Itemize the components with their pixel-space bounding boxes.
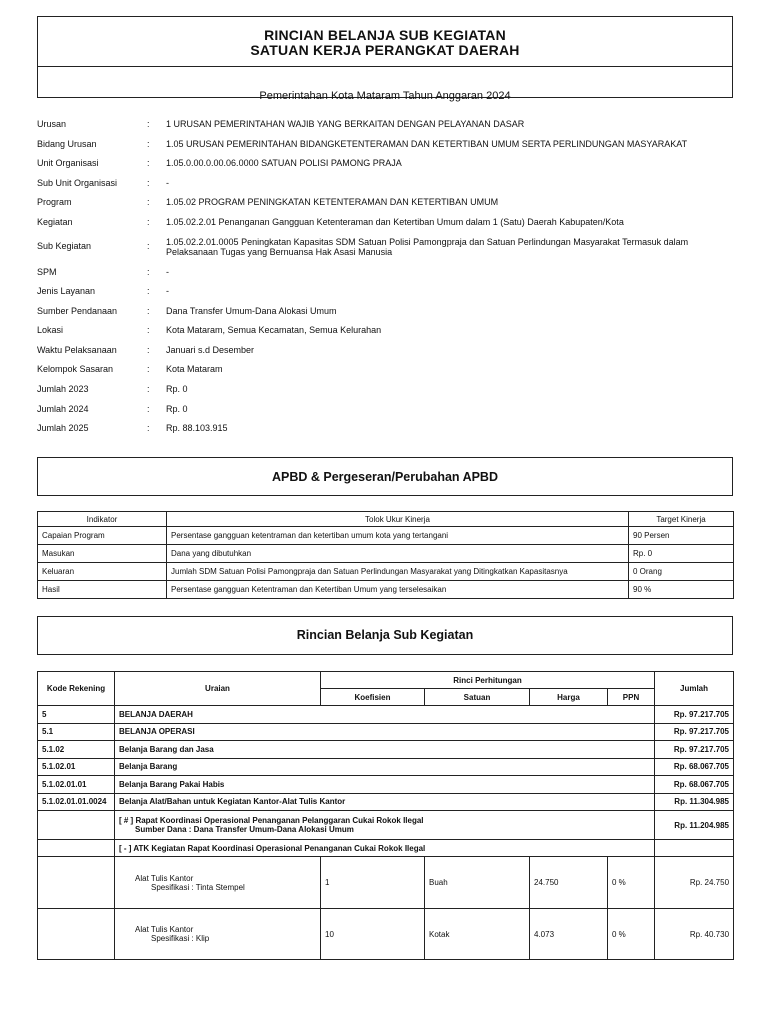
report-government-year: Pemerintahan Kota Mataram Tahun Anggaran 2024 (259, 90, 511, 102)
subgroup-row (38, 840, 734, 857)
header-ppn: PPN (608, 689, 655, 706)
rincian-section-header (37, 616, 733, 655)
header-koefisien: Koefisien (321, 689, 425, 706)
info-label: Program (37, 197, 72, 207)
info-row-unit-organisasi (37, 158, 737, 170)
info-colon: : (147, 241, 150, 251)
account-description: Belanja Barang (115, 758, 655, 776)
indicator-row (38, 581, 734, 599)
group-row (38, 811, 734, 840)
item-row (38, 909, 734, 960)
info-label: Sub Kegiatan (37, 241, 92, 251)
info-value: 1.05.02.2.01 Penanganan Gangguan Ketenteraman dan Ketertiban Umum dalam 1 (Satu) Daerah Kabupaten/Kota (166, 217, 624, 227)
info-colon: : (147, 423, 150, 433)
info-row-sumber-pendanaan (37, 306, 737, 318)
account-code: 5.1 (38, 723, 115, 741)
subgroup-kode (38, 840, 115, 857)
item-jumlah: Rp. 40.730 (655, 909, 734, 960)
info-row-bidang-urusan (37, 139, 737, 151)
header-divider (38, 66, 732, 67)
account-code: 5 (38, 706, 115, 724)
account-description: BELANJA OPERASI (115, 723, 655, 741)
account-description: Belanja Alat/Bahan untuk Kegiatan Kantor-Alat Tulis Kantor (115, 793, 655, 811)
item-koefisien: 1 (321, 857, 425, 909)
info-value: - (166, 267, 169, 277)
account-code: 5.1.02.01.01 (38, 776, 115, 794)
indicator-table-header (38, 512, 734, 527)
account-row (38, 741, 734, 759)
report-header (37, 16, 733, 102)
indicator-target: 90 Persen (629, 527, 734, 545)
account-amount: Rp. 68.067.705 (655, 776, 734, 794)
info-value: Dana Transfer Umum-Dana Alokasi Umum (166, 306, 337, 316)
item-description (115, 857, 321, 909)
header-target: Target Kinerja (629, 512, 734, 527)
account-amount: Rp. 68.067.705 (655, 758, 734, 776)
item-code (38, 909, 115, 960)
indicator-row (38, 527, 734, 545)
info-value: 1 URUSAN PEMERINTAHAN WAJIB YANG BERKAITAN DENGAN PELAYANAN DASAR (166, 119, 525, 129)
info-row-spm (37, 267, 737, 279)
info-value: Kota Mataram, Semua Kecamatan, Semua Kelurahan (166, 325, 382, 335)
info-colon: : (147, 197, 150, 207)
info-colon: : (147, 345, 150, 355)
indicator-row (38, 563, 734, 581)
info-colon: : (147, 306, 150, 316)
info-value: Kota Mataram (166, 364, 223, 374)
indicator-name: Hasil (38, 581, 167, 599)
indicator-row (38, 545, 734, 563)
account-row (38, 758, 734, 776)
info-label: Urusan (37, 119, 67, 129)
report-subtitle-unit: SATUAN KERJA PERANGKAT DAERAH (250, 42, 520, 58)
account-code: 5.1.02.01.01.0024 (38, 793, 115, 811)
info-value: 1.05.0.00.0.00.06.0000 SATUAN POLISI PAMONG PRAJA (166, 158, 402, 168)
account-description: BELANJA DAERAH (115, 706, 655, 724)
subgroup-jumlah (655, 840, 734, 857)
report-title: RINCIAN BELANJA SUB KEGIATAN (264, 27, 506, 43)
account-amount: Rp. 11.304.985 (655, 793, 734, 811)
group-kode (38, 811, 115, 840)
info-value: Rp. 88.103.915 (166, 423, 228, 433)
item-satuan: Kotak (425, 909, 530, 960)
item-harga: 4.073 (530, 909, 608, 960)
item-spec: Spesifikasi : Tinta Stempel (151, 882, 245, 892)
info-row-jumlah-2024 (37, 404, 737, 416)
info-row-jumlah-2025 (37, 423, 737, 435)
header-jumlah: Jumlah (655, 672, 734, 706)
header-harga: Harga (530, 689, 608, 706)
indicator-measure: Jumlah SDM Satuan Polisi Pamongpraja dan Satuan Perlindungan Masyarakat yang Ditingkatkan Kapasitasnya (167, 563, 629, 581)
info-colon: : (147, 158, 150, 168)
account-amount: Rp. 97.217.705 (655, 723, 734, 741)
info-row-program (37, 197, 737, 209)
item-jumlah: Rp. 24.750 (655, 857, 734, 909)
group-line1: [ # ] Rapat Koordinasi Operasional Penanganan Pelanggaran Cukai Rokok Ilegal (119, 816, 424, 825)
account-amount: Rp. 97.217.705 (655, 741, 734, 759)
info-label: Sumber Pendanaan (37, 306, 118, 316)
item-satuan: Buah (425, 857, 530, 909)
group-jumlah: Rp. 11.204.985 (655, 811, 734, 840)
indicator-name: Capaian Program (38, 527, 167, 545)
item-description (115, 909, 321, 960)
indicator-name: Masukan (38, 545, 167, 563)
info-row-kegiatan (37, 217, 737, 229)
header-rinci-perhitungan: Rinci Perhitungan (321, 672, 655, 689)
info-value: 1.05.02.2.01.0005 Peningkatan Kapasitas SDM Satuan Polisi Pamongpraja dan Satuan Perlindungan Masyarakat Termasuk dalam Pelaksanaan Tugas yang Bernuansa Hak Asasi Manusia (166, 237, 689, 257)
header-uraian: Uraian (115, 672, 321, 706)
item-name: Alat Tulis Kantor (135, 873, 194, 883)
info-value: 1.05.02 PROGRAM PENINGKATAN KETENTERAMAN DAN KETERTIBAN UMUM (166, 197, 499, 207)
apbd-section-header (37, 457, 733, 496)
info-colon: : (147, 325, 150, 335)
group-uraian (115, 811, 655, 840)
info-value: - (166, 286, 169, 296)
account-row (38, 793, 734, 811)
info-label: Kelompok Sasaran (37, 364, 114, 374)
info-value: Rp. 0 (166, 384, 188, 394)
info-row-sub-unit-organisasi (37, 178, 737, 190)
indicator-name: Keluaran (38, 563, 167, 581)
info-row-jenis-layanan (37, 286, 737, 298)
header-satuan: Satuan (425, 689, 530, 706)
item-koefisien: 10 (321, 909, 425, 960)
info-value: Januari s.d Desember (166, 345, 255, 355)
info-row-waktu-pelaksanaan (37, 345, 737, 357)
info-colon: : (147, 178, 150, 188)
account-row (38, 706, 734, 724)
item-code (38, 857, 115, 909)
info-colon: : (147, 119, 150, 129)
account-description: Belanja Barang dan Jasa (115, 741, 655, 759)
indicator-target: Rp. 0 (629, 545, 734, 563)
header-indikator: Indikator (38, 512, 167, 527)
info-colon: : (147, 217, 150, 227)
info-colon: : (147, 267, 150, 277)
account-row (38, 776, 734, 794)
indicator-target: 90 % (629, 581, 734, 599)
subgroup-label: [ - ] ATK Kegiatan Rapat Koordinasi Operasional Penanganan Cukai Rokok Ilegal (115, 840, 655, 857)
info-label: Bidang Urusan (37, 139, 97, 149)
indicator-target: 0 Orang (629, 563, 734, 581)
info-label: Jumlah 2023 (37, 384, 89, 394)
header-tolok-ukur: Tolok Ukur Kinerja (167, 512, 629, 527)
rincian-belanja-table (37, 671, 734, 960)
item-ppn: 0 % (608, 909, 655, 960)
account-amount: Rp. 97.217.705 (655, 706, 734, 724)
info-label: SPM (37, 267, 57, 277)
account-description: Belanja Barang Pakai Habis (115, 776, 655, 794)
info-colon: : (147, 404, 150, 414)
header-kode-rekening: Kode Rekening (38, 672, 115, 706)
info-row-jumlah-2023 (37, 384, 737, 396)
account-code: 5.1.02.01 (38, 758, 115, 776)
info-colon: : (147, 384, 150, 394)
info-label: Lokasi (37, 325, 64, 335)
info-label: Jumlah 2024 (37, 404, 89, 414)
item-spec: Spesifikasi : Klip (151, 934, 210, 943)
info-row-kelompok-sasaran (37, 364, 737, 376)
indicator-measure: Persentase gangguan ketentraman dan ketertiban umum kota yang tertangani (167, 527, 629, 545)
info-value: 1.05 URUSAN PEMERINTAHAN BIDANGKETENTERAMAN DAN KETERTIBAN UMUM SERTA PERLINDUNGAN MASYARAKAT (166, 139, 688, 149)
info-row-urusan (37, 119, 737, 131)
account-code: 5.1.02 (38, 741, 115, 759)
group-sumber-dana: Sumber Dana : Dana Transfer Umum-Dana Alokasi Umum (135, 825, 354, 834)
account-row (38, 723, 734, 741)
info-row-sub-kegiatan (37, 237, 737, 259)
info-value: - (166, 178, 169, 188)
indicator-measure: Dana yang dibutuhkan (167, 545, 629, 563)
info-value: Rp. 0 (166, 404, 188, 414)
item-row (38, 857, 734, 909)
apbd-section-title: APBD & Pergeseran/Perubahan APBD (272, 470, 498, 484)
info-label: Kegiatan (37, 217, 73, 227)
item-ppn: 0 % (608, 857, 655, 909)
info-label: Unit Organisasi (37, 158, 99, 168)
info-label: Jenis Layanan (37, 286, 96, 296)
info-colon: : (147, 364, 150, 374)
item-harga: 24.750 (530, 857, 608, 909)
rincian-section-title: Rincian Belanja Sub Kegiatan (296, 628, 474, 642)
info-label: Jumlah 2025 (37, 423, 89, 433)
info-label: Waktu Pelaksanaan (37, 345, 117, 355)
info-row-lokasi (37, 325, 737, 337)
item-name: Alat Tulis Kantor (135, 925, 194, 934)
indicator-measure: Persentase gangguan Ketentraman dan Ketertiban Umum yang terselesaikan (167, 581, 629, 599)
info-colon: : (147, 139, 150, 149)
indicator-table (37, 511, 734, 599)
info-colon: : (147, 286, 150, 296)
info-label: Sub Unit Organisasi (37, 178, 118, 188)
